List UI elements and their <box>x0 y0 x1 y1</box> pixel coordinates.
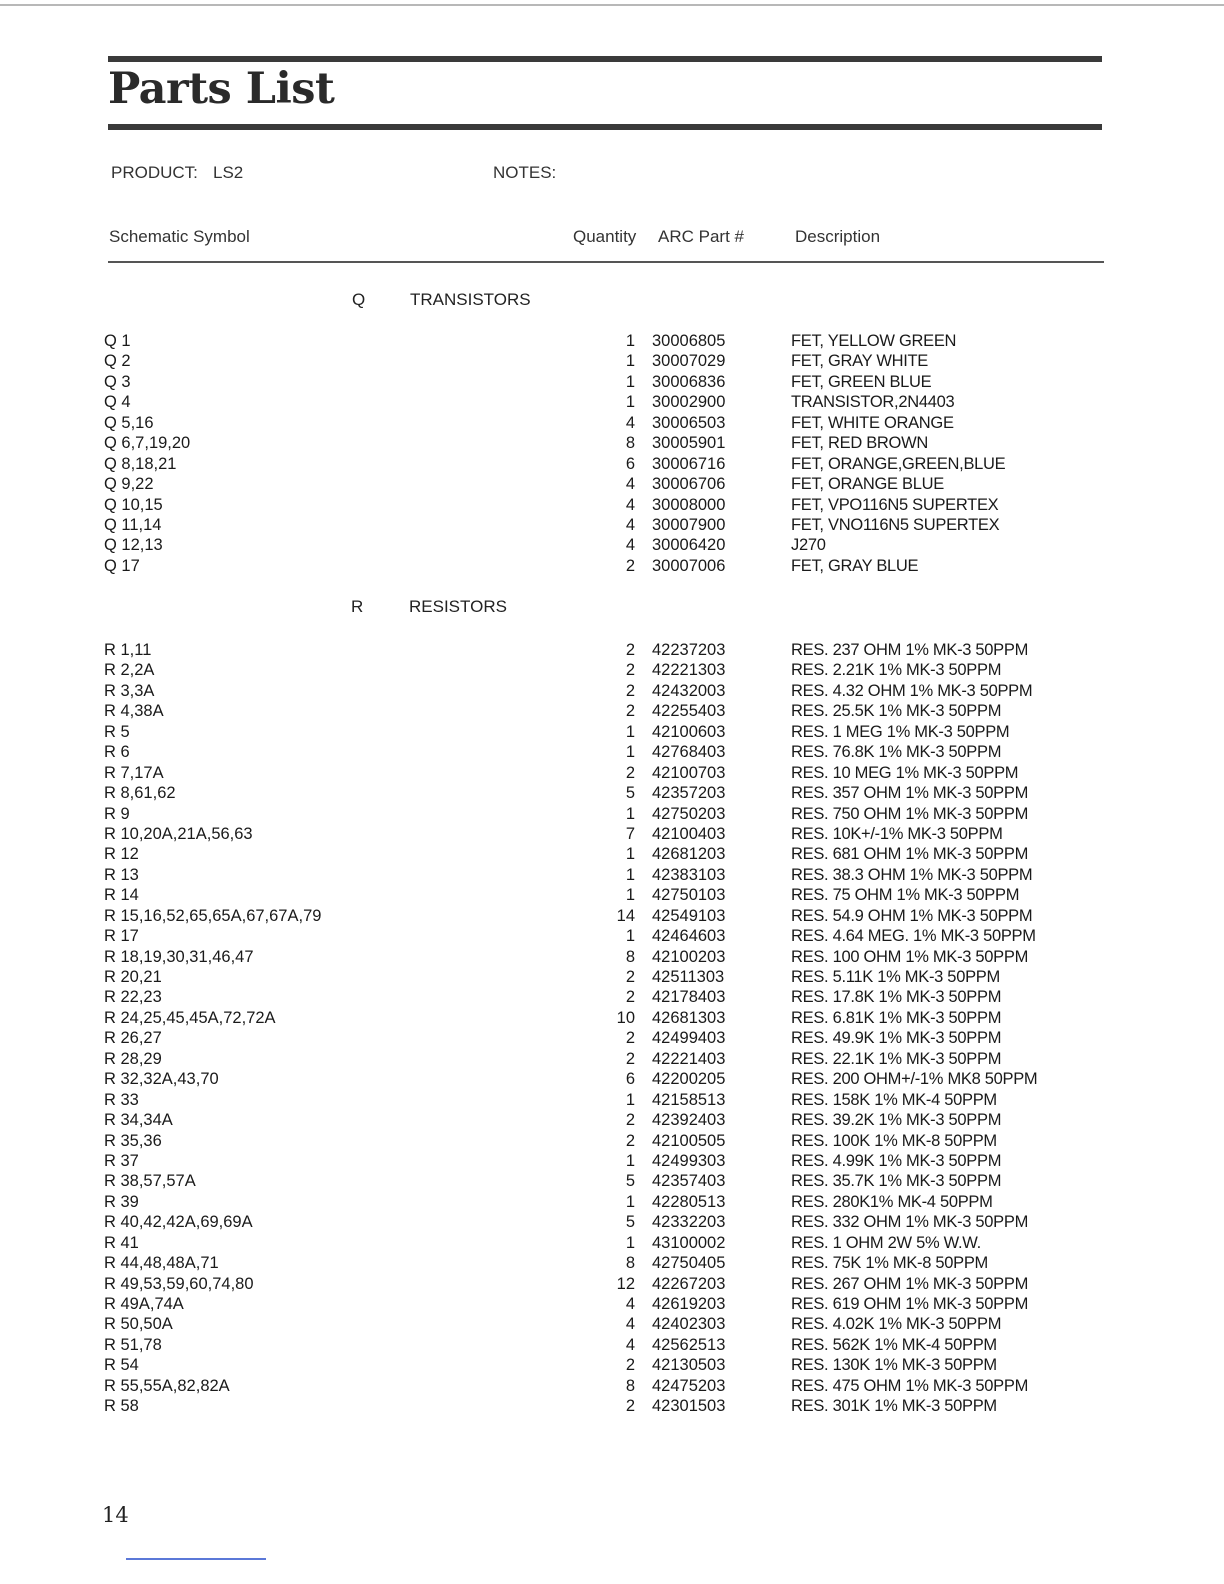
bottom-edge-line <box>126 1558 266 1560</box>
page-number: 14 <box>102 1503 129 1527</box>
description-cell: RES. 475 OHM 1% MK-3 50PPM <box>791 1376 1029 1395</box>
schematic-symbol: R 2,2A <box>104 661 155 680</box>
table-row <box>0 906 1224 926</box>
schematic-symbol: R 50,50A <box>104 1315 173 1334</box>
table-row <box>0 454 1224 474</box>
part-number-cell: 42130503 <box>652 1356 726 1375</box>
description-cell: RES. 267 OHM 1% MK-3 50PPM <box>791 1274 1029 1293</box>
quantity-cell: 6 <box>625 454 635 473</box>
schematic-symbol: R 18,19,30,31,46,47 <box>104 947 254 966</box>
quantity-cell: 1 <box>625 332 635 350</box>
part-number-cell: 42392403 <box>652 1111 726 1130</box>
description-cell: RES. 562K 1% MK-4 50PPM <box>791 1335 997 1354</box>
description-cell: FET, VNO116N5 SUPERTEX <box>791 515 1000 534</box>
part-number-cell: 30005901 <box>652 434 726 453</box>
schematic-symbol: Q 4 <box>104 393 131 412</box>
schematic-symbol: Q 12,13 <box>104 536 163 555</box>
schematic-symbol: R 24,25,45,45A,72,72A <box>104 1008 276 1027</box>
schematic-symbol: R 28,29 <box>104 1049 162 1068</box>
part-number-cell: 42237203 <box>652 641 726 659</box>
table-row <box>0 1008 1224 1028</box>
product-value: LS2 <box>213 163 244 182</box>
quantity-cell: 5 <box>625 1172 635 1191</box>
part-number-cell: 42100505 <box>652 1131 726 1150</box>
table-row <box>0 804 1224 824</box>
quantity-cell: 1 <box>625 1151 635 1170</box>
quantity-cell: 7 <box>625 824 635 843</box>
table-row <box>0 1376 1224 1396</box>
part-number-cell: 42357203 <box>652 784 726 803</box>
table-row <box>0 763 1224 783</box>
quantity-cell: 1 <box>625 804 635 823</box>
table-row <box>0 433 1224 453</box>
part-number-cell: 42499403 <box>652 1029 726 1048</box>
table-row <box>0 1069 1224 1089</box>
part-number-cell: 42681303 <box>652 1008 726 1027</box>
quantity-cell: 4 <box>625 495 635 514</box>
schematic-symbol: R 34,34A <box>104 1111 173 1130</box>
quantity-cell: 1 <box>625 865 635 884</box>
quantity-cell: 8 <box>625 947 635 966</box>
quantity-cell: 1 <box>625 722 635 741</box>
part-number-cell: 42511303 <box>652 968 725 986</box>
quantity-cell: 1 <box>625 372 635 391</box>
table-row <box>0 1090 1224 1110</box>
product-label: PRODUCT: <box>111 163 198 182</box>
section-code-resistors: R <box>351 597 364 616</box>
schematic-symbol: Q 11,14 <box>104 515 162 534</box>
description-cell: FET, YELLOW GREEN <box>791 332 957 350</box>
table-row <box>0 1192 1224 1212</box>
part-number-cell: 42750203 <box>652 804 726 823</box>
quantity-cell: 10 <box>616 1008 635 1027</box>
section-code-transistors: Q <box>352 290 366 309</box>
table-row <box>0 413 1224 433</box>
table-row <box>0 783 1224 803</box>
description-cell: RES. 5.11K 1% MK-3 50PPM <box>791 968 1000 986</box>
description-cell: RES. 681 OHM 1% MK-3 50PPM <box>791 845 1029 864</box>
schematic-symbol: R 1,11 <box>104 641 152 659</box>
column-header-part: ARC Part # <box>658 227 744 246</box>
schematic-symbol: R 12 <box>104 845 139 864</box>
table-row <box>0 967 1224 987</box>
schematic-symbol: Q 10,15 <box>104 495 163 514</box>
quantity-cell: 2 <box>625 1397 635 1416</box>
resistor-rows <box>0 640 1224 1417</box>
table-row <box>0 722 1224 742</box>
description-cell: FET, ORANGE BLUE <box>791 475 944 494</box>
schematic-symbol: R 40,42,42A,69,69A <box>104 1213 253 1232</box>
description-cell: FET, GRAY WHITE <box>791 352 928 371</box>
description-cell: RES. 1 OHM 2W 5% W.W. <box>791 1233 981 1252</box>
part-number-cell: 30006716 <box>652 454 726 473</box>
table-row <box>0 1049 1224 1069</box>
description-cell: RES. 619 OHM 1% MK-3 50PPM <box>791 1295 1029 1313</box>
schematic-symbol: R 8,61,62 <box>104 784 176 803</box>
table-row <box>0 1028 1224 1048</box>
table-row <box>0 474 1224 494</box>
schematic-symbol: R 7,17A <box>104 763 164 782</box>
schematic-symbol: R 32,32A,43,70 <box>104 1070 219 1089</box>
schematic-symbol: R 44,48,48A,71 <box>104 1254 219 1273</box>
part-number-cell: 42332203 <box>652 1213 726 1232</box>
schematic-symbol: R 4,38A <box>104 702 164 721</box>
quantity-cell: 4 <box>625 475 635 494</box>
quantity-cell: 1 <box>625 1233 635 1252</box>
schematic-symbol: R 49,53,59,60,74,80 <box>104 1274 254 1293</box>
table-row <box>0 556 1224 576</box>
description-cell: RES. 200 OHM+/-1% MK8 50PPM <box>791 1070 1038 1089</box>
quantity-cell: 4 <box>625 515 635 534</box>
table-row <box>0 701 1224 721</box>
page-title: Parts List <box>108 64 335 114</box>
schematic-symbol: R 14 <box>104 886 139 905</box>
part-number-cell: 42301503 <box>652 1397 726 1416</box>
table-row <box>0 1171 1224 1191</box>
section-title-resistors: RESISTORS <box>409 597 507 616</box>
quantity-cell: 1 <box>625 393 635 412</box>
part-number-cell: 42100703 <box>652 763 726 782</box>
description-cell: RES. 10K+/-1% MK-3 50PPM <box>791 824 1003 843</box>
part-number-cell: 42221403 <box>652 1049 726 1068</box>
schematic-symbol: R 17 <box>104 927 139 946</box>
quantity-cell: 5 <box>625 784 635 803</box>
part-number-cell: 30007029 <box>652 352 726 371</box>
table-row <box>0 1253 1224 1273</box>
column-header-symbol: Schematic Symbol <box>109 227 250 246</box>
part-number-cell: 42562513 <box>652 1335 726 1354</box>
schematic-symbol: R 33 <box>104 1090 139 1109</box>
part-number-cell: 42100403 <box>652 824 726 843</box>
part-number-cell: 42383103 <box>652 865 726 884</box>
quantity-cell: 12 <box>616 1274 635 1293</box>
schematic-symbol: R 37 <box>104 1151 139 1170</box>
table-row <box>0 824 1224 844</box>
schematic-symbol: R 9 <box>104 804 130 823</box>
description-cell: RES. 100 OHM 1% MK-3 50PPM <box>791 947 1029 966</box>
quantity-cell: 8 <box>625 1376 635 1395</box>
quantity-cell: 2 <box>625 988 635 1007</box>
part-number-cell: 30006503 <box>652 413 726 432</box>
quantity-cell: 1 <box>625 1192 635 1211</box>
schematic-symbol: R 58 <box>104 1397 139 1416</box>
quantity-cell: 4 <box>625 536 635 555</box>
schematic-symbol: R 5 <box>104 722 130 741</box>
part-number-cell: 30006706 <box>652 475 726 494</box>
description-cell: RES. 4.02K 1% MK-3 50PPM <box>791 1315 1002 1334</box>
notes-label: NOTES: <box>493 163 557 182</box>
part-number-cell: 30006420 <box>652 536 726 555</box>
description-cell: RES. 38.3 OHM 1% MK-3 50PPM <box>791 865 1033 884</box>
table-row <box>0 351 1224 371</box>
part-number-cell: 42100203 <box>652 947 726 966</box>
description-cell: RES. 301K 1% MK-3 50PPM <box>791 1397 997 1416</box>
header-rule <box>108 261 1104 263</box>
transistor-rows <box>0 331 1224 576</box>
description-cell: RES. 100K 1% MK-8 50PPM <box>791 1131 997 1150</box>
schematic-symbol: R 15,16,52,65,65A,67,67A,79 <box>104 906 322 925</box>
part-number-cell: 42357403 <box>652 1172 726 1191</box>
table-row <box>0 742 1224 762</box>
title-bottom-rule <box>108 124 1102 130</box>
description-cell: RES. 25.5K 1% MK-3 50PPM <box>791 702 1002 721</box>
schematic-symbol: Q 5,16 <box>104 413 154 432</box>
quantity-cell: 14 <box>616 906 635 925</box>
part-number-cell: 42464603 <box>652 927 726 946</box>
schematic-symbol: R 22,23 <box>104 988 162 1007</box>
description-cell: RES. 237 OHM 1% MK-3 50PPM <box>791 641 1029 659</box>
description-cell: FET, GREEN BLUE <box>791 372 932 391</box>
part-number-cell: 43100002 <box>652 1233 726 1252</box>
part-number-cell: 42402303 <box>652 1315 726 1334</box>
schematic-symbol: R 41 <box>104 1233 139 1252</box>
table-row <box>0 1294 1224 1314</box>
description-cell: RES. 10 MEG 1% MK-3 50PPM <box>791 763 1019 782</box>
table-row <box>0 1233 1224 1253</box>
schematic-symbol: R 6 <box>104 743 130 762</box>
part-number-cell: 42158513 <box>652 1090 726 1109</box>
quantity-cell: 1 <box>625 886 635 905</box>
table-row <box>0 1212 1224 1232</box>
table-row <box>0 885 1224 905</box>
schematic-symbol: R 55,55A,82,82A <box>104 1376 230 1395</box>
schematic-symbol: Q 3 <box>104 372 131 391</box>
part-number-cell: 42100603 <box>652 722 726 741</box>
description-cell: RES. 280K1% MK-4 50PPM <box>791 1192 993 1211</box>
schematic-symbol: Q 2 <box>104 352 131 371</box>
schematic-symbol: R 35,36 <box>104 1131 162 1150</box>
part-number-cell: 42255403 <box>652 702 726 721</box>
schematic-symbol: R 3,3A <box>104 681 155 700</box>
description-cell: RES. 158K 1% MK-4 50PPM <box>791 1090 997 1109</box>
description-cell: RES. 75 OHM 1% MK-3 50PPM <box>791 886 1020 905</box>
schematic-symbol: Q 8,18,21 <box>104 454 177 473</box>
schematic-symbol: Q 17 <box>104 556 140 575</box>
quantity-cell: 2 <box>625 763 635 782</box>
table-row <box>0 1274 1224 1294</box>
description-cell: RES. 75K 1% MK-8 50PPM <box>791 1254 988 1273</box>
table-row <box>0 372 1224 392</box>
part-number-cell: 42549103 <box>652 906 726 925</box>
description-cell: TRANSISTOR,2N4403 <box>791 393 955 412</box>
table-row <box>0 1335 1224 1355</box>
part-number-cell: 30002900 <box>652 393 726 412</box>
quantity-cell: 8 <box>625 1254 635 1273</box>
schematic-symbol: Q 1 <box>104 332 131 350</box>
part-number-cell: 42768403 <box>652 743 726 762</box>
description-cell: RES. 6.81K 1% MK-3 50PPM <box>791 1008 1002 1027</box>
table-row <box>0 660 1224 680</box>
table-row <box>0 681 1224 701</box>
description-cell: RES. 130K 1% MK-3 50PPM <box>791 1356 997 1375</box>
part-number-cell: 42750405 <box>652 1254 726 1273</box>
part-number-cell: 42681203 <box>652 845 726 864</box>
table-row <box>0 1131 1224 1151</box>
table-row <box>0 1110 1224 1130</box>
description-cell: J270 <box>791 536 826 555</box>
description-cell: FET, RED BROWN <box>791 434 928 453</box>
part-number-cell: 42750103 <box>652 886 726 905</box>
schematic-symbol: R 38,57,57A <box>104 1172 196 1191</box>
quantity-cell: 2 <box>625 1029 635 1048</box>
quantity-cell: 5 <box>625 1213 635 1232</box>
quantity-cell: 4 <box>625 1315 635 1334</box>
table-row <box>0 495 1224 515</box>
schematic-symbol: R 20,21 <box>104 968 162 986</box>
table-row <box>0 844 1224 864</box>
table-row <box>0 640 1224 660</box>
description-cell: RES. 39.2K 1% MK-3 50PPM <box>791 1111 1002 1130</box>
schematic-symbol: R 51,78 <box>104 1335 162 1354</box>
part-number-cell: 42475203 <box>652 1376 726 1395</box>
table-row <box>0 515 1224 535</box>
quantity-cell: 2 <box>625 702 635 721</box>
table-row <box>0 1355 1224 1375</box>
quantity-cell: 2 <box>625 1356 635 1375</box>
part-number-cell: 42499303 <box>652 1151 726 1170</box>
part-number-cell: 42280513 <box>652 1192 726 1211</box>
table-row <box>0 947 1224 967</box>
quantity-cell: 2 <box>625 1049 635 1068</box>
quantity-cell: 2 <box>625 556 635 575</box>
section-title-transistors: TRANSISTORS <box>410 290 531 309</box>
part-number-cell: 30006805 <box>652 332 726 350</box>
quantity-cell: 1 <box>625 352 635 371</box>
table-row <box>0 535 1224 555</box>
quantity-cell: 4 <box>625 1295 635 1313</box>
description-cell: RES. 76.8K 1% MK-3 50PPM <box>791 743 1002 762</box>
part-number-cell: 30007006 <box>652 556 726 575</box>
description-cell: RES. 17.8K 1% MK-3 50PPM <box>791 988 1002 1007</box>
description-cell: RES. 4.99K 1% MK-3 50PPM <box>791 1151 1002 1170</box>
schematic-symbol: R 10,20A,21A,56,63 <box>104 824 253 843</box>
table-row <box>0 987 1224 1007</box>
quantity-cell: 4 <box>625 1335 635 1354</box>
quantity-cell: 1 <box>625 927 635 946</box>
quantity-cell: 1 <box>625 845 635 864</box>
quantity-cell: 1 <box>625 1090 635 1109</box>
description-cell: RES. 4.32 OHM 1% MK-3 50PPM <box>791 681 1033 700</box>
quantity-cell: 2 <box>625 1111 635 1130</box>
description-cell: FET, WHITE ORANGE <box>791 413 954 432</box>
schematic-symbol: Q 6,7,19,20 <box>104 434 191 453</box>
description-cell: FET, VPO116N5 SUPERTEX <box>791 495 999 514</box>
table-row <box>0 926 1224 946</box>
description-cell: RES. 4.64 MEG. 1% MK-3 50PPM <box>791 927 1036 946</box>
schematic-symbol: R 26,27 <box>104 1029 162 1048</box>
quantity-cell: 2 <box>625 968 635 986</box>
schematic-symbol: Q 9,22 <box>104 475 154 494</box>
column-header-description: Description <box>795 227 881 246</box>
table-row <box>0 392 1224 412</box>
schematic-symbol: R 13 <box>104 865 139 884</box>
quantity-cell: 2 <box>625 661 635 680</box>
table-row <box>0 1314 1224 1334</box>
schematic-symbol: R 49A,74A <box>104 1295 184 1313</box>
title-top-rule <box>108 56 1102 62</box>
quantity-cell: 4 <box>625 413 635 432</box>
quantity-cell: 2 <box>625 1131 635 1150</box>
description-cell: RES. 332 OHM 1% MK-3 50PPM <box>791 1213 1029 1232</box>
quantity-cell: 2 <box>625 641 635 659</box>
part-number-cell: 42432003 <box>652 681 726 700</box>
description-cell: RES. 22.1K 1% MK-3 50PPM <box>791 1049 1002 1068</box>
quantity-cell: 2 <box>625 681 635 700</box>
description-cell: RES. 49.9K 1% MK-3 50PPM <box>791 1029 1002 1048</box>
description-cell: RES. 357 OHM 1% MK-3 50PPM <box>791 784 1029 803</box>
description-cell: RES. 35.7K 1% MK-3 50PPM <box>791 1172 1002 1191</box>
table-row <box>0 331 1224 351</box>
description-cell: FET, ORANGE,GREEN,BLUE <box>791 454 1006 473</box>
part-number-cell: 42619203 <box>652 1295 726 1313</box>
part-number-cell: 42178403 <box>652 988 726 1007</box>
description-cell: FET, GRAY BLUE <box>791 556 919 575</box>
column-header-quantity: Quantity <box>573 227 637 246</box>
table-row <box>0 1151 1224 1171</box>
description-cell: RES. 750 OHM 1% MK-3 50PPM <box>791 804 1029 823</box>
part-number-cell: 30006836 <box>652 372 726 391</box>
schematic-symbol: R 39 <box>104 1192 139 1211</box>
quantity-cell: 6 <box>625 1070 635 1089</box>
part-number-cell: 30007900 <box>652 515 726 534</box>
quantity-cell: 1 <box>625 743 635 762</box>
part-number-cell: 42200205 <box>652 1070 726 1089</box>
quantity-cell: 8 <box>625 434 635 453</box>
description-cell: RES. 1 MEG 1% MK-3 50PPM <box>791 722 1010 741</box>
table-row <box>0 1396 1224 1416</box>
page-top-edge <box>0 4 1224 6</box>
description-cell: RES. 54.9 OHM 1% MK-3 50PPM <box>791 906 1033 925</box>
part-number-cell: 42267203 <box>652 1274 726 1293</box>
table-row <box>0 865 1224 885</box>
description-cell: RES. 2.21K 1% MK-3 50PPM <box>791 661 1002 680</box>
part-number-cell: 42221303 <box>652 661 726 680</box>
schematic-symbol: R 54 <box>104 1356 139 1375</box>
part-number-cell: 30008000 <box>652 495 726 514</box>
